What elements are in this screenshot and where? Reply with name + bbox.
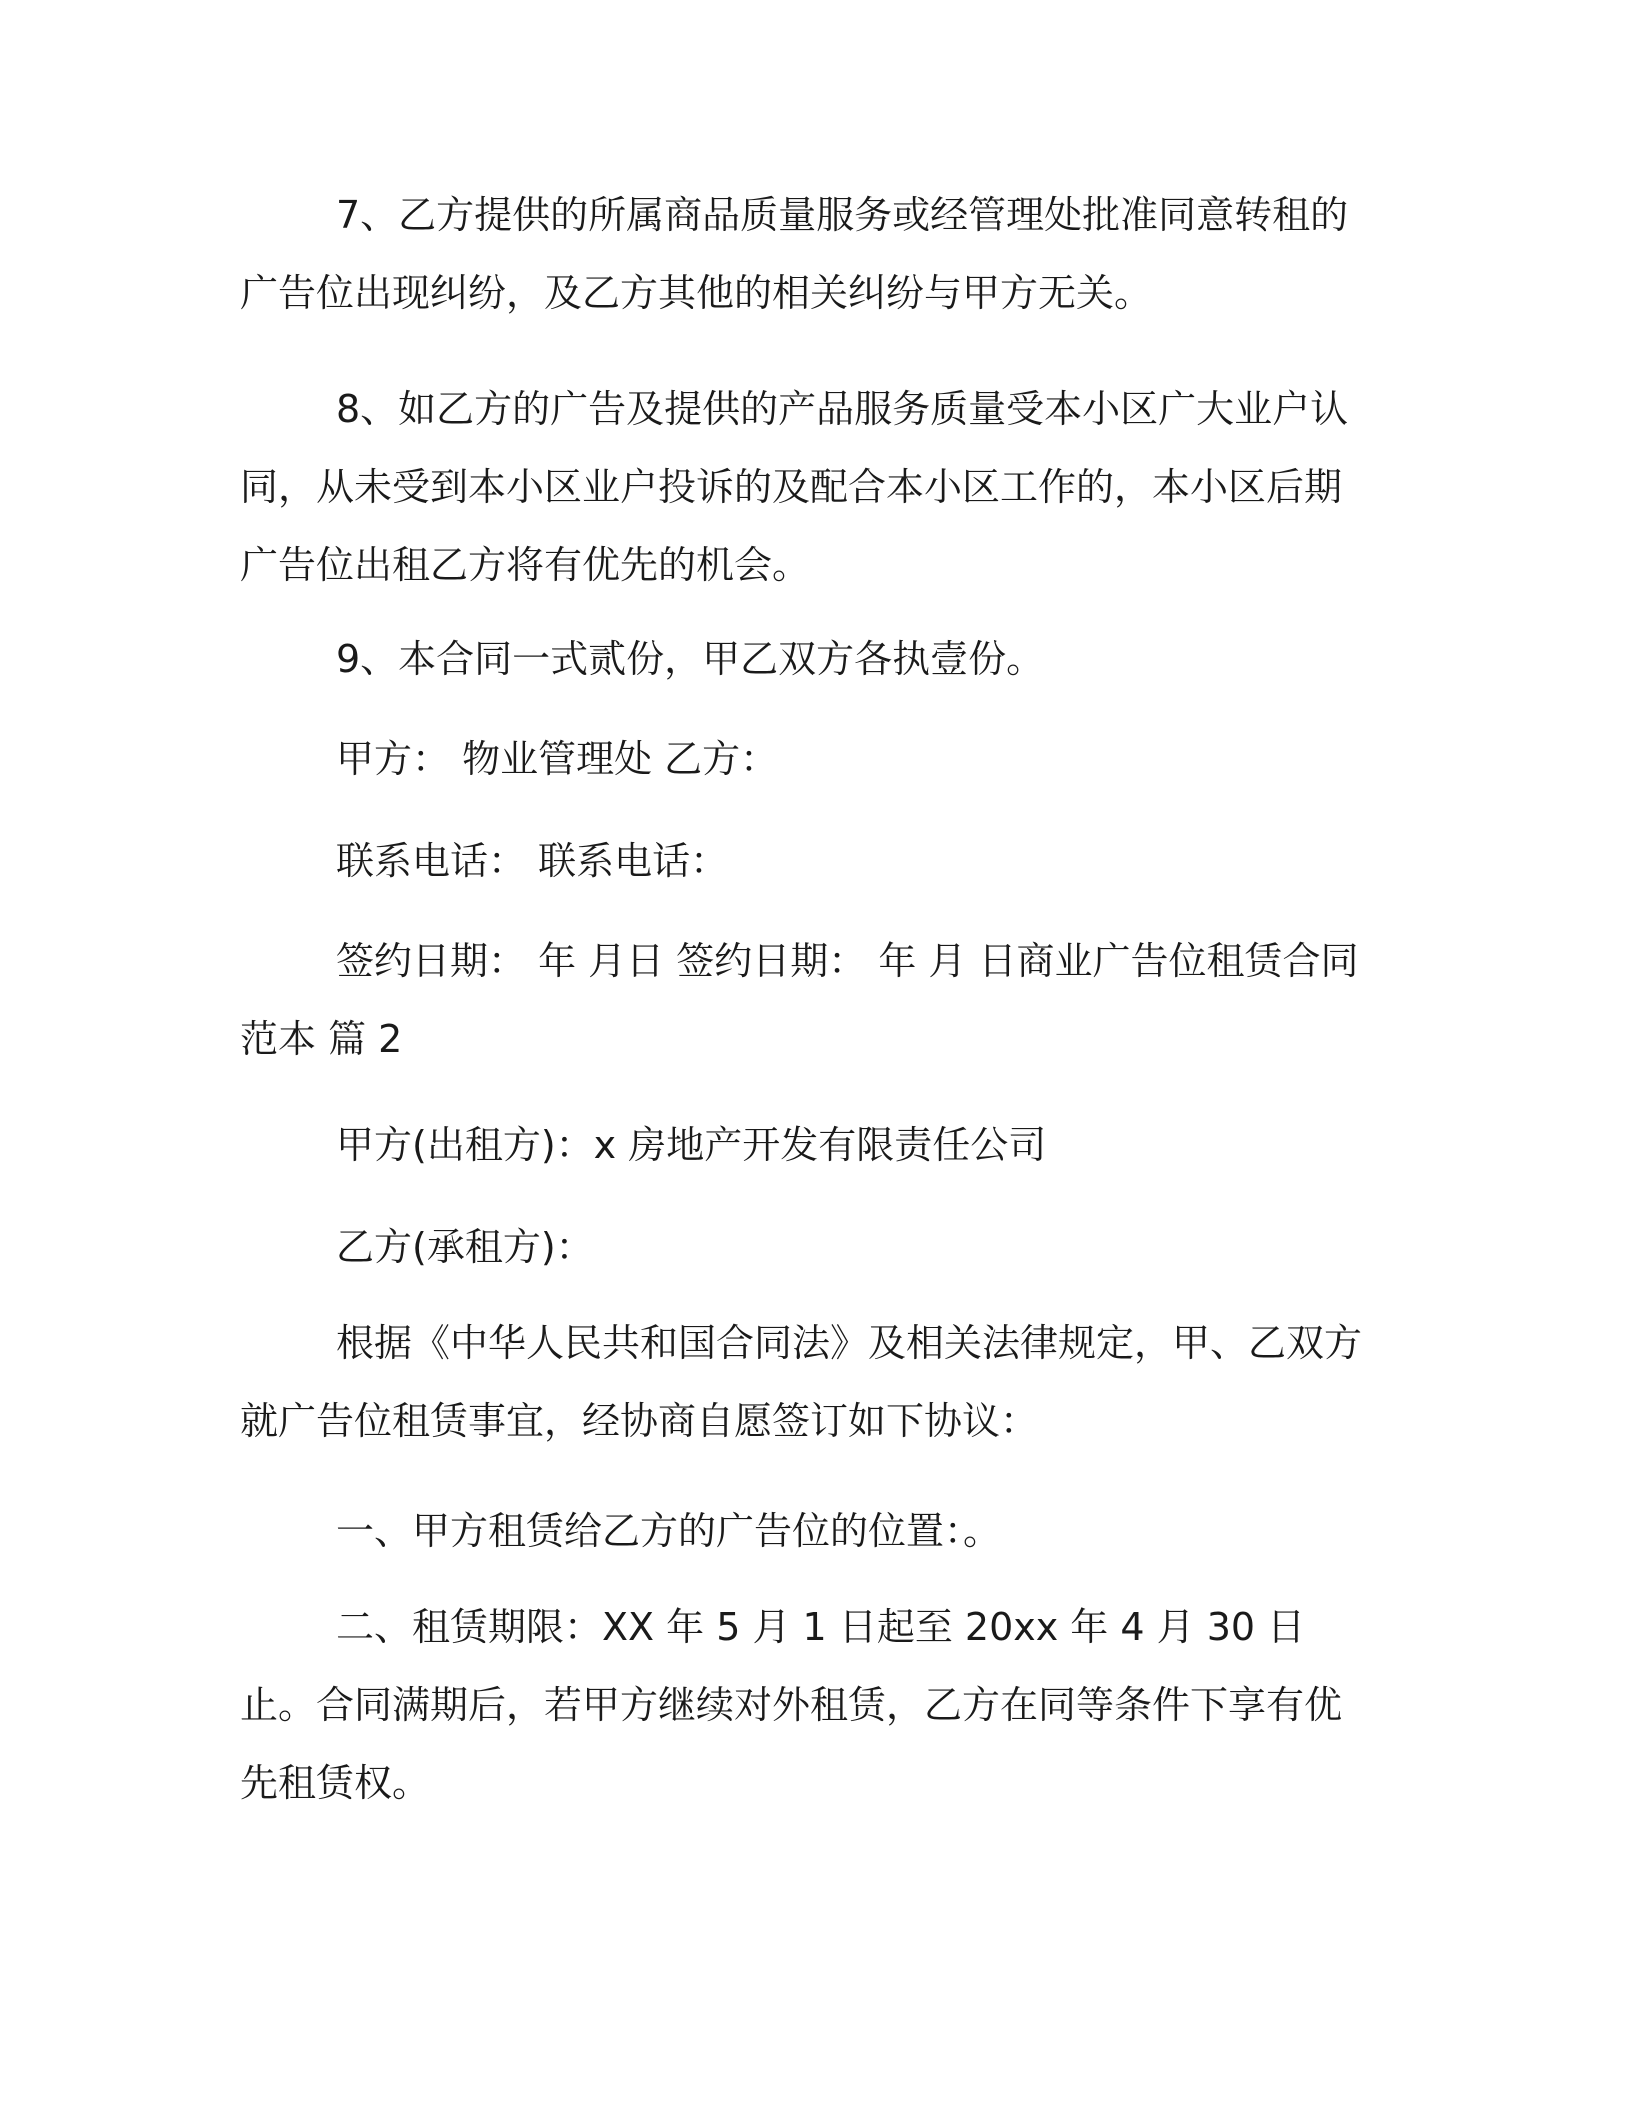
- contact-phone-line: 联系电话： 联系电话：: [336, 839, 729, 883]
- section-2-lease-term: 二、租赁期限：XX 年 5 月 1 日起至 20xx 年 4 月 30 日止。合同满期后，若甲方继续对外租赁，乙方在同等条件下享有优先租赁权。: [240, 1605, 1343, 1805]
- party-a-b-signature-line: 甲方： 物业管理处 乙方：: [336, 737, 779, 781]
- preamble-paragraph: 根据《中华人民共和国合同法》及相关法律规定，甲、乙双方就广告位租赁事宜，经协商自愿签订如下协议：: [240, 1321, 1363, 1443]
- lessor-line: 甲方(出租方)：x 房地产开发有限责任公司: [336, 1123, 1047, 1167]
- lessee-line: 乙方(承租方)：: [336, 1225, 594, 1269]
- clause-7: 7、乙方提供的所属商品质量服务或经管理处批准同意转租的广告位出现纠纷，及乙方其他的相关纠纷与甲方无关。: [240, 193, 1349, 315]
- section-1-location: 一、甲方租赁给乙方的广告位的位置：。: [336, 1509, 1002, 1553]
- signing-date-and-title-line: 签约日期： 年 月日 签约日期： 年 月 日商业广告位租赁合同范本 篇 2: [240, 939, 1359, 1061]
- clause-9: 9、本合同一式贰份，甲乙双方各执壹份。: [336, 637, 1045, 681]
- clause-8: 8、如乙方的广告及提供的产品服务质量受本小区广大业户认同，从未受到本小区业户投诉的及配合本小区工作的，本小区后期广告位出租乙方将有优先的机会。: [240, 387, 1349, 587]
